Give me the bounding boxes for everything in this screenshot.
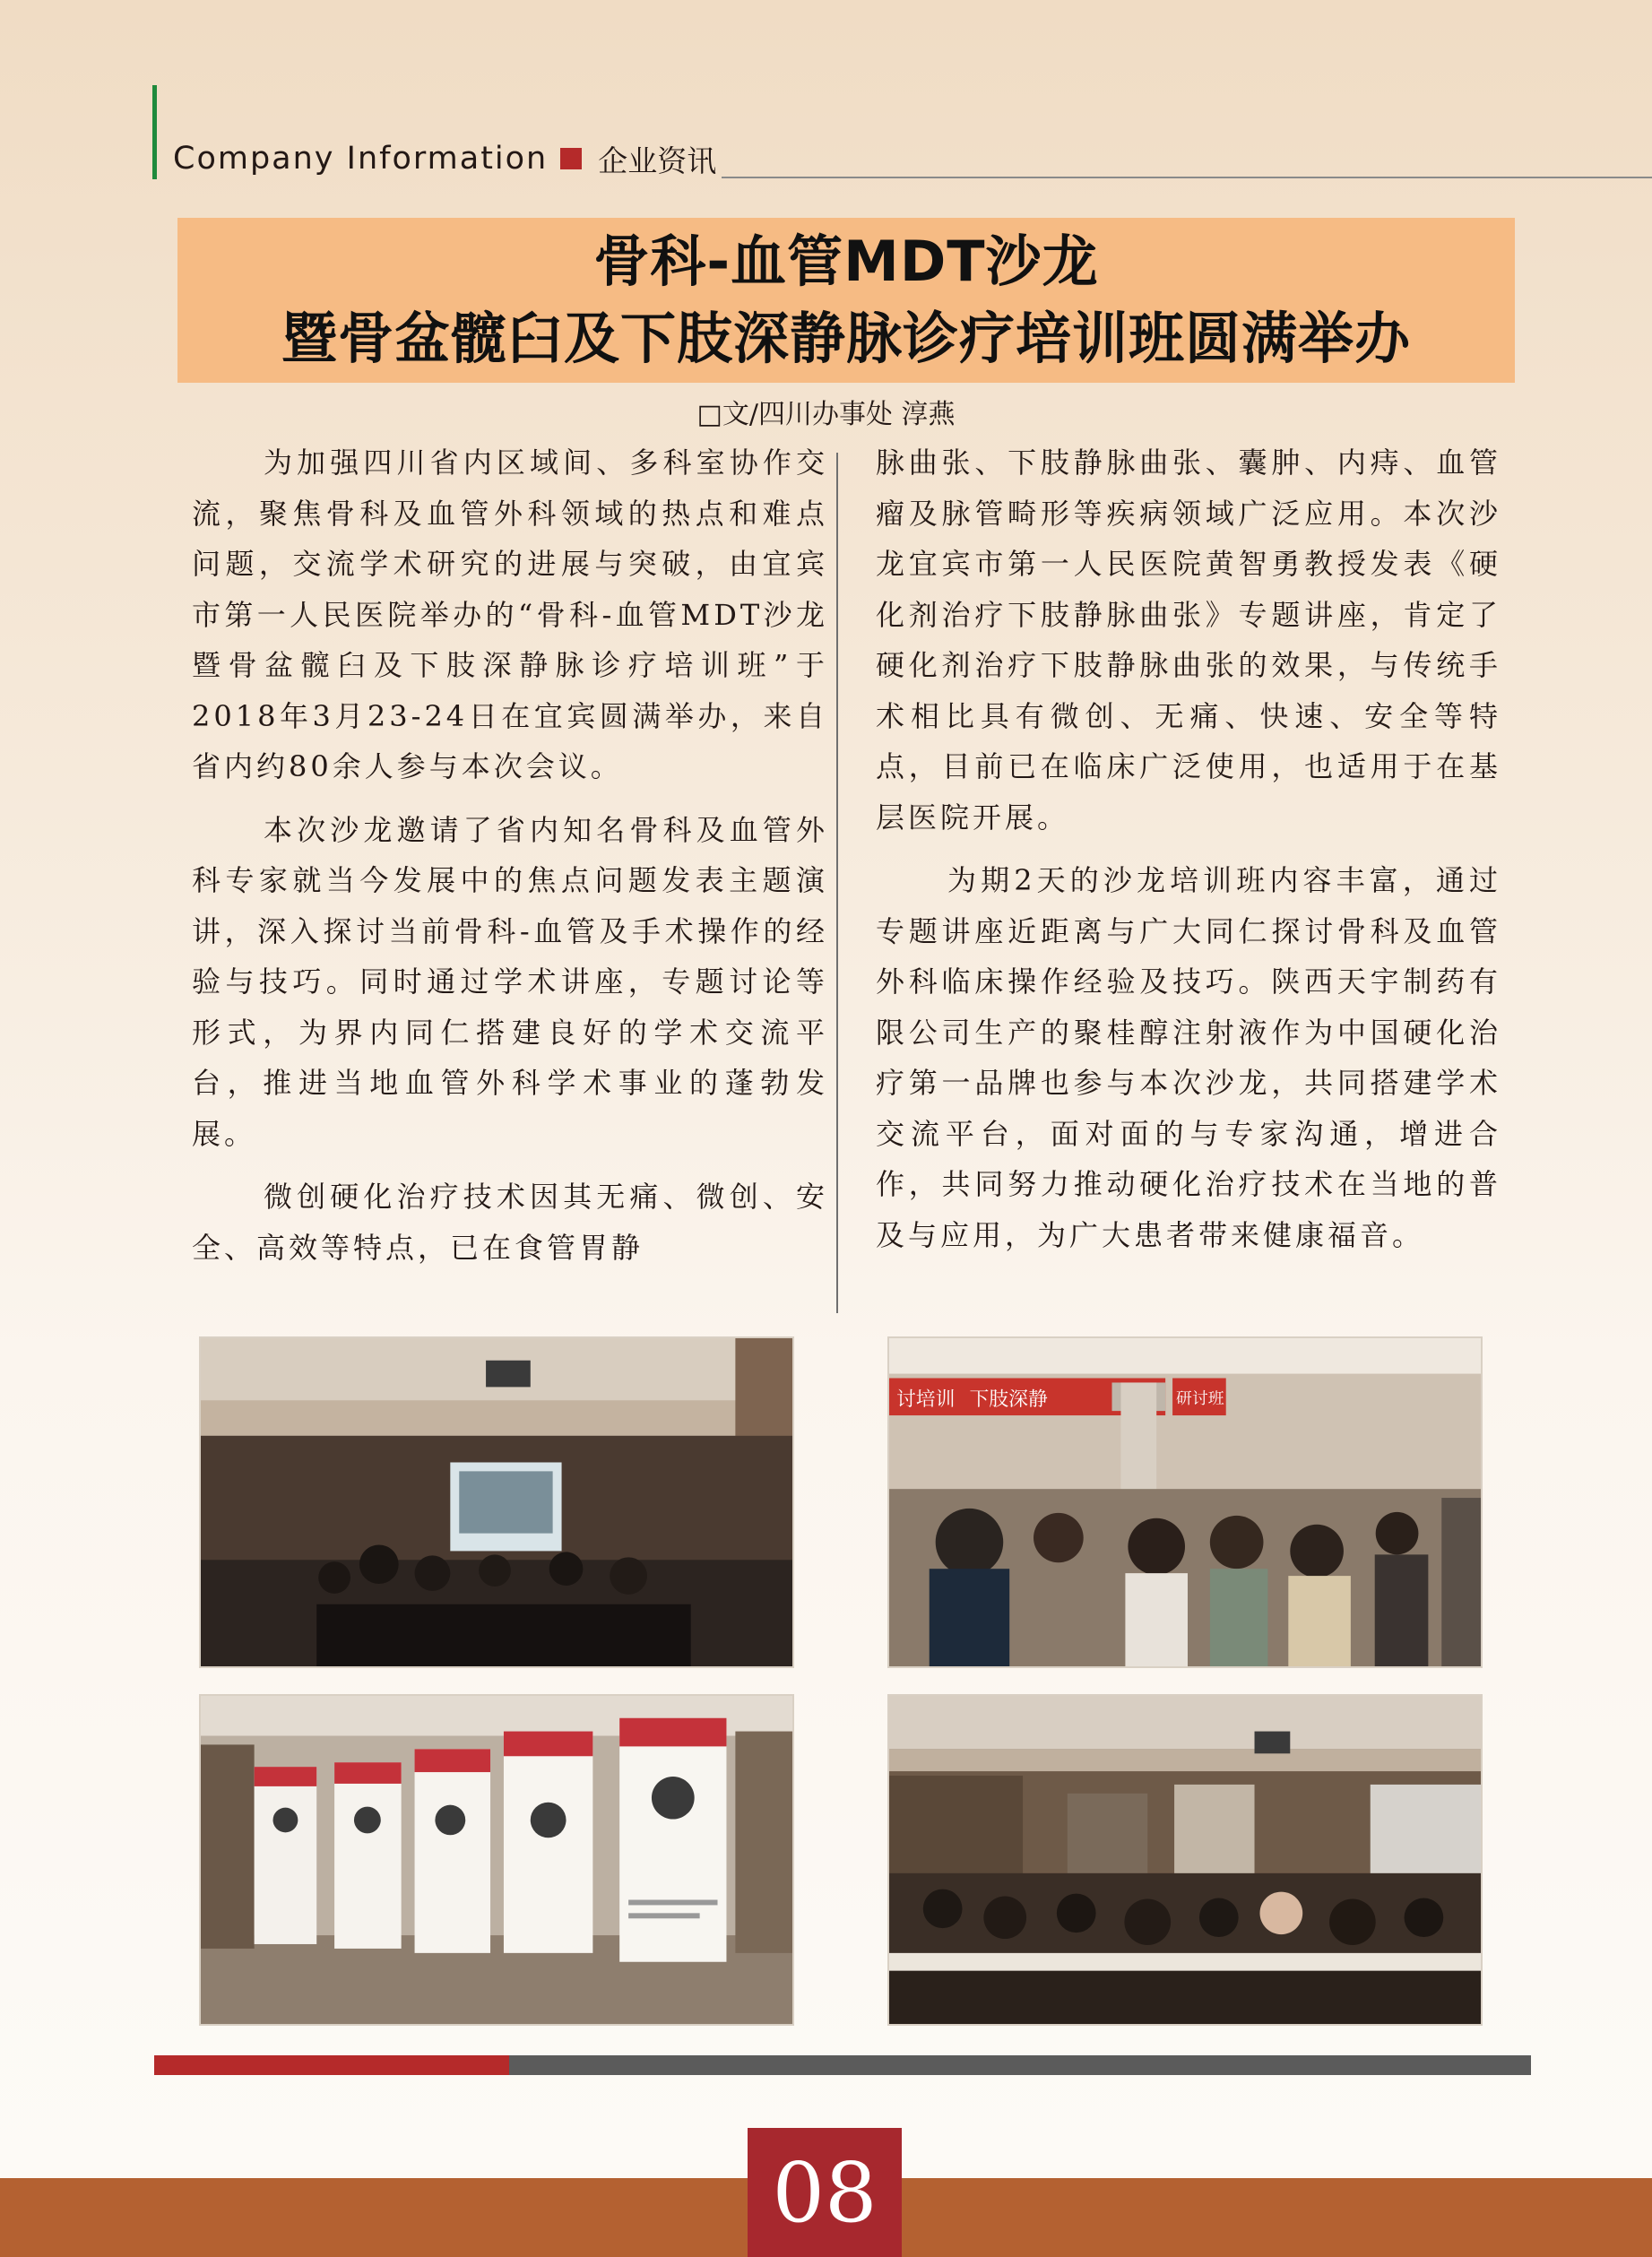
banner-text-right: 研讨班	[1176, 1389, 1224, 1409]
footer-rule-red	[154, 2055, 509, 2075]
article-paragraph: 为加强四川省内区域间、多科室协作交流，聚焦骨科及血管外科领域的热点和难点问题，交流学术研究的进展与突破，由宜宾市第一人民医院举办的“骨科-血管MDT沙龙暨骨盆髋臼及下肢深静脉诊疗培训班”于2018年3月23-24日在宜宾圆满举办，来自省内约80余人参与本次会议。	[192, 445, 828, 783]
article-byline: □文/四川办事处 淳燕	[696, 399, 956, 430]
banner-text-left: 讨培训	[895, 1388, 956, 1412]
section-separator-square	[560, 148, 582, 169]
article-title-box	[177, 218, 1515, 383]
article-title-line2: 暨骨盆髋臼及下肢深静脉诊疗培训班圆满举办	[281, 306, 1411, 371]
article-paragraph: 微创硬化治疗技术因其无痛、微创、安全、高效等特点，已在食管胃静	[192, 1180, 828, 1265]
article-title-line1: 骨科-血管MDT沙龙	[593, 229, 1099, 294]
header-accent-bar	[152, 85, 157, 179]
banner-text-mid: 下肢深静	[969, 1388, 1048, 1412]
header-rule	[722, 177, 1652, 178]
article-paragraph: 本次沙龙邀请了省内知名骨科及血管外科专家就当今发展中的焦点问题发表主题演讲，深入探讨当前骨科-血管及手术操作的经验与技巧。同时通过学术讲座，专题讨论等形式，为界内同仁搭建良好的学术交流平台，推进当地血管外科学术事业的蓬勃发展。	[192, 812, 828, 1151]
article-column-left	[192, 437, 828, 1285]
section-title-en: Company Information	[173, 141, 549, 177]
photo-lecture-hall	[199, 1336, 794, 1668]
article-paragraph: 脉曲张、下肢静脉曲张、囊肿、内痔、血管瘤及脉管畸形等疾病领域广泛应用。本次沙龙宜宾市第一人民医院黄智勇教授发表《硬化剂治疗下肢静脉曲张》专题讲座，肯定了硬化剂治疗下肢静脉曲张的效果，与传统手术相比具有微创、无痛、快速、安全等特点，目前已在临床广泛使用，也适用于在基层医院开展。	[876, 445, 1501, 834]
column-divider	[836, 453, 838, 1313]
photo-rollup-banners	[199, 1694, 794, 2026]
photo-hall-rear	[887, 1694, 1483, 2026]
section-header	[173, 136, 716, 181]
footer-rule-gray	[509, 2055, 1531, 2075]
article-paragraph: 为期2天的沙龙培训班内容丰富，通过专题讲座近距离与广大同仁探讨骨科及血管外科临床操作经验及技巧。陕西天宇制药有限公司生产的聚桂醇注射液作为中国硬化治疗第一品牌也参与本次沙龙，共同搭建学术交流平台，面对面的与专家沟通，增进合作，共同努力推动硬化治疗技术在当地的普及与应用，为广大患者带来健康福音。	[876, 863, 1501, 1252]
section-title-cn: 企业资讯	[598, 143, 717, 178]
article-column-right	[876, 437, 1501, 1273]
photo-audience	[887, 1336, 1483, 1668]
page-number: 08	[748, 2128, 902, 2257]
